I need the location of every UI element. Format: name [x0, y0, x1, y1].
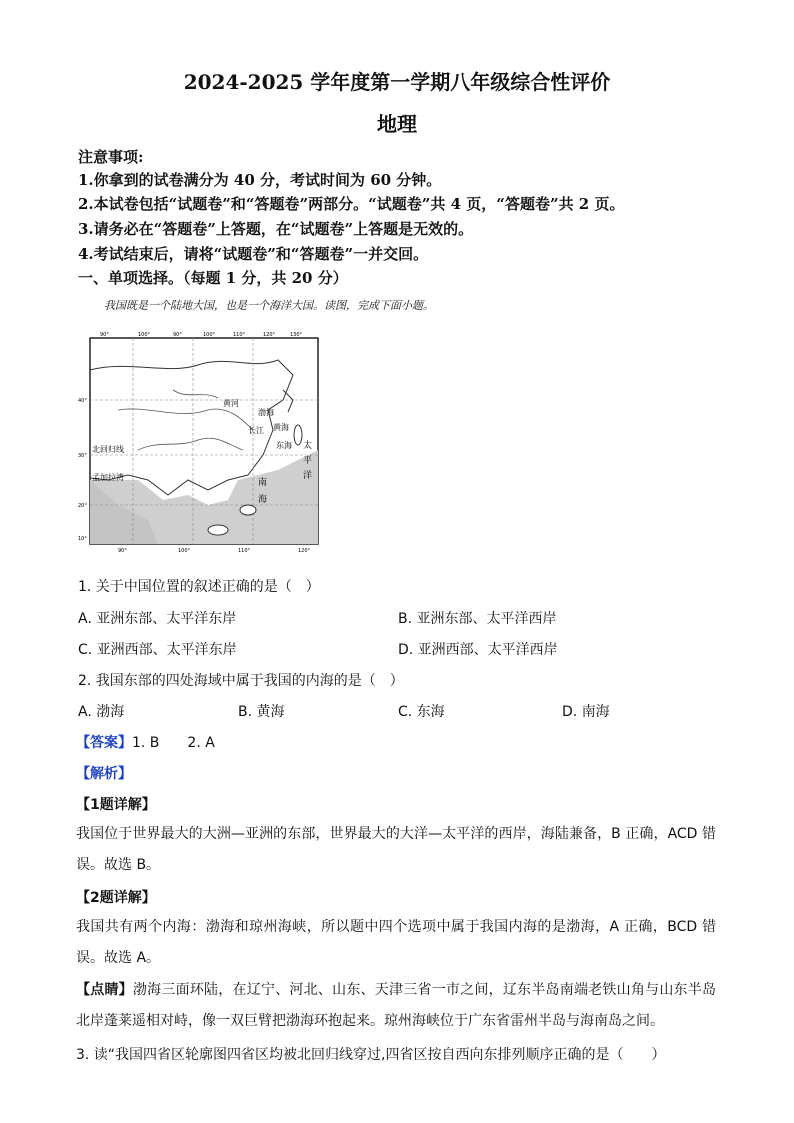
map-tick: 100° [138, 332, 151, 338]
analysis-label: 【解析】 [76, 766, 132, 782]
exam-title: 2024-2025 学年度第一学期八年级综合性评价 [183, 70, 611, 94]
question-1-option-c[interactable]: C. 亚洲西部、太平洋东岸 [78, 642, 237, 658]
section-intro: 我国既是一个陆地大国，也是一个海洋大国。读图，完成下面小题。 [104, 299, 434, 312]
taipingyang-label-2: 平 [303, 456, 313, 466]
q1-detail-text: 我国位于世界最大的大洲—亚洲的东部，世界最大的大洋—太平洋的西岸，海陆兼备，B 正确，ACD 错误。故选 B。 [76, 826, 716, 873]
map-tick: 10° [78, 536, 87, 542]
map-tick: 30° [78, 453, 87, 459]
map-tick: 90° [100, 332, 109, 338]
q2-detail-text: 我国共有两个内海：渤海和琼州海峡，所以题中四个选项中属于我国内海的是渤海，A 正确，BCD 错误。故选 A。 [76, 919, 716, 966]
q2-detail-label: 【2题详解】 [76, 890, 156, 906]
changjiang-label: 长江 [248, 426, 264, 435]
question-2-option-d[interactable]: D. 南海 [562, 704, 610, 720]
note-item: 2.本试卷包括“试题卷”和“答题卷”两部分。“试题卷”共 4 页，“答题卷”共 2 页。 [78, 195, 625, 213]
question-2-option-b[interactable]: B. 黄海 [238, 704, 285, 720]
map-tick: 100° [178, 548, 191, 554]
note-item: 1.你拿到的试卷满分为 40 分，考试时间为 60 分钟。 [78, 171, 442, 189]
notes-heading: 注意事项: [78, 148, 144, 166]
tip-block [76, 975, 716, 1037]
taipingyang-label-1: 太 [303, 441, 313, 451]
bay-label: 孟加拉湾 [92, 473, 124, 482]
tip-label: 【点睛】 [76, 982, 133, 998]
taipingyang-label-3: 洋 [303, 471, 313, 481]
huanghe-label: 黄河 [223, 399, 239, 408]
nanhai-label-1: 南 [258, 478, 268, 488]
china-location-map [78, 330, 322, 554]
subject-title: 地理 [377, 112, 417, 136]
note-item: 3.请务必在“答题卷”上答题，在“试题卷”上答题是无效的。 [78, 220, 474, 238]
map-tick: 40° [78, 398, 87, 404]
map-tick: 20° [78, 503, 87, 509]
answer-label: 【答案】 [76, 735, 132, 751]
question-1-option-d[interactable]: D. 亚洲西部、太平洋西岸 [398, 642, 558, 658]
map-tick: 130° [290, 332, 303, 338]
donghai-label: 东海 [276, 441, 292, 450]
map-tick: 110° [238, 548, 251, 554]
map-tick: 120° [263, 332, 276, 338]
map-tick: 120° [298, 548, 311, 554]
question-3-stem: 3. 读“我国四省区轮廓图四省区均被北回归线穿过,四省区按自西向东排列顺序正确的是（ ） [76, 1047, 666, 1063]
map-tick: 100° [203, 332, 216, 338]
section-heading: 一、单项选择。（每题 1 分，共 20 分） [78, 269, 348, 287]
answer-block [76, 732, 215, 752]
q1-detail-label: 【1题详解】 [76, 797, 156, 813]
question-1-option-a[interactable]: A. 亚洲东部、太平洋东岸 [78, 611, 237, 627]
map-tick: 110° [233, 332, 246, 338]
question-1-option-b[interactable]: B. 亚洲东部、太平洋西岸 [398, 611, 557, 627]
note-item: 4.考试结束后，请将“试题卷”和“答题卷”一并交回。 [78, 245, 429, 263]
tip-text: 渤海三面环陆，在辽宁、河北、山东、天津三省一市之间，辽东半岛南端老铁山角与山东半岛北岸蓬莱遥相对峙，像一双巨臂把渤海环抱起来。琼州海峡位于广东省雷州半岛与海南岛之间。 [76, 982, 717, 1029]
bohai-label: 渤海 [258, 408, 274, 417]
question-2-stem: 2. 我国东部的四处海域中属于我国的内海的是（ ） [78, 673, 404, 689]
question-2-option-c[interactable]: C. 东海 [398, 704, 445, 720]
nanhai-label-2: 海 [258, 495, 268, 505]
map-tick: 90° [173, 332, 182, 338]
question-2-option-a[interactable]: A. 渤海 [78, 704, 125, 720]
question-1-stem: 1. 关于中国位置的叙述正确的是（ ） [78, 579, 320, 595]
huanghai-label: 黄海 [273, 423, 289, 432]
tropic-north-label: 北回归线 [92, 445, 124, 454]
map-tick: 90° [118, 548, 127, 554]
answer-value: 1. B 2. A [132, 735, 215, 751]
